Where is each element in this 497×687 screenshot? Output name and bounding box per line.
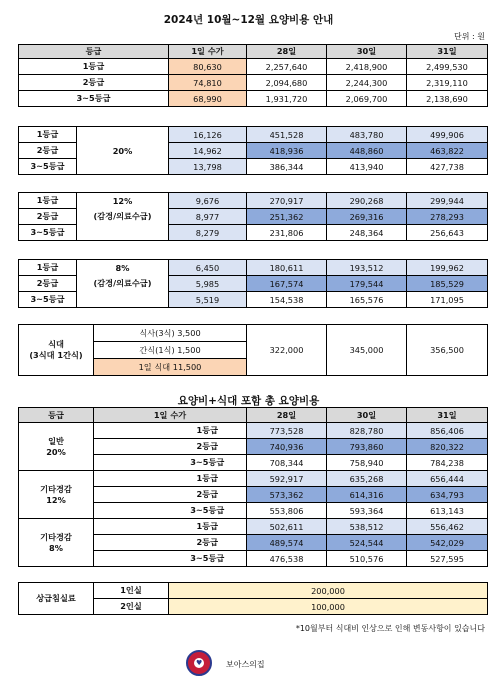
value-cell: 199,962 — [407, 260, 488, 276]
grade-cell: 1등급 — [19, 127, 77, 143]
daily-cell: 80,630 — [169, 59, 247, 75]
value-cell: 758,940 — [327, 455, 407, 471]
page-title: 2024년 10월~12월 요양비용 안내 — [163, 14, 334, 26]
meal-31days: 356,500 — [407, 325, 488, 376]
value-cell: 2,499,530 — [407, 59, 488, 75]
daily-cell: 68,990 — [169, 91, 247, 107]
copay-rate: 12% — [77, 193, 169, 209]
copay-8-table — [18, 259, 488, 308]
value-cell: 614,316 — [327, 487, 407, 503]
table-row — [19, 225, 488, 241]
value-cell: 451,528 — [247, 127, 327, 143]
value-cell: 448,860 — [327, 143, 407, 159]
total-section-title: 요양비+식대 포함 총 요양비용 — [177, 395, 320, 407]
grade-cell: 3~5등급 — [169, 551, 247, 567]
grade-cell: 3~5등급 — [169, 503, 247, 519]
value-cell: 427,738 — [407, 159, 488, 175]
spacer-cell — [94, 487, 169, 503]
copay-12-table — [18, 192, 488, 241]
value-cell: 613,143 — [407, 503, 488, 519]
value-cell: 773,528 — [247, 423, 327, 439]
value-cell: 179,544 — [327, 276, 407, 292]
spacer-cell — [94, 551, 169, 567]
value-cell: 248,364 — [327, 225, 407, 241]
value-cell: 2,244,300 — [327, 75, 407, 91]
value-cell: 476,538 — [247, 551, 327, 567]
daily-cell: 8,279 — [169, 225, 247, 241]
table-row — [19, 91, 488, 107]
value-cell: 290,268 — [327, 193, 407, 209]
grade-cell: 2등급 — [169, 535, 247, 551]
footnote: *10월부터 식대비 인상으로 인해 변동사항이 있습니다 — [295, 624, 485, 633]
value-cell: 231,806 — [247, 225, 327, 241]
value-cell: 489,574 — [247, 535, 327, 551]
grade-cell: 3~5등급 — [19, 225, 77, 241]
value-cell: 2,418,900 — [327, 59, 407, 75]
table-row — [19, 209, 488, 225]
room-price: 200,000 — [169, 583, 488, 599]
group-label — [19, 519, 94, 567]
header-daily: 1일 수가 — [169, 45, 247, 59]
header-31days: 31일 — [407, 408, 488, 423]
value-cell: 270,917 — [247, 193, 327, 209]
group-rate: 8% — [49, 543, 63, 553]
value-cell: 171,095 — [407, 292, 488, 308]
group-rate: 20% — [46, 447, 66, 457]
value-cell: 418,936 — [247, 143, 327, 159]
grade-cell: 2등급 — [19, 75, 169, 91]
value-cell: 154,538 — [247, 292, 327, 308]
group-name: 기타경감 — [40, 484, 72, 494]
total-cost-table — [18, 407, 488, 567]
value-cell: 510,576 — [327, 551, 407, 567]
header-30days: 30일 — [327, 45, 407, 59]
value-cell: 2,319,110 — [407, 75, 488, 91]
base-cost-table — [18, 44, 488, 107]
value-cell: 463,822 — [407, 143, 488, 159]
value-cell: 592,917 — [247, 471, 327, 487]
meal-sublabel: (3식대 1간식) — [29, 350, 83, 360]
header-28days: 28일 — [247, 45, 327, 59]
grade-cell: 3~5등급 — [169, 455, 247, 471]
daily-cell: 5,985 — [169, 276, 247, 292]
grade-cell: 2등급 — [19, 276, 77, 292]
group-label — [19, 471, 94, 519]
copay-blank — [77, 225, 169, 241]
header-30days: 30일 — [327, 408, 407, 423]
grade-cell: 2등급 — [169, 487, 247, 503]
copay-rate: 8% — [77, 260, 169, 276]
meal-label: 식대 — [48, 339, 64, 349]
spacer-cell — [94, 535, 169, 551]
value-cell: 2,069,700 — [327, 91, 407, 107]
grade-cell: 3~5등급 — [19, 91, 169, 107]
table-row — [19, 127, 488, 143]
table-row — [19, 260, 488, 276]
footer — [0, 650, 497, 680]
value-cell: 165,576 — [327, 292, 407, 308]
heart-icon: ♥ — [196, 659, 203, 667]
copay-blank — [77, 292, 169, 308]
value-cell: 2,257,640 — [247, 59, 327, 75]
brand-name: 보아스의집 — [226, 660, 265, 669]
copay-20-table — [18, 126, 488, 175]
grade-cell: 2등급 — [169, 439, 247, 455]
spacer-cell — [94, 471, 169, 487]
meal-28days: 322,000 — [247, 325, 327, 376]
grade-cell: 1등급 — [169, 471, 247, 487]
value-cell: 413,940 — [327, 159, 407, 175]
grade-cell: 1등급 — [19, 59, 169, 75]
table-row — [19, 292, 488, 308]
value-cell: 524,544 — [327, 535, 407, 551]
meal-line: 간식(1식) 1,500 — [94, 342, 247, 359]
table-row — [19, 276, 488, 292]
value-cell: 542,029 — [407, 535, 488, 551]
grade-cell: 3~5등급 — [19, 292, 77, 308]
meal-cost-table — [18, 324, 488, 376]
meal-line: 식사(3식) 3,500 — [94, 325, 247, 342]
copay-desc: (감경/의료수급) — [77, 276, 169, 292]
value-cell: 483,780 — [327, 127, 407, 143]
daily-cell: 74,810 — [169, 75, 247, 91]
header-31days: 31일 — [407, 45, 488, 59]
value-cell: 299,944 — [407, 193, 488, 209]
value-cell: 593,364 — [327, 503, 407, 519]
meal-daily-total: 1일 식대 11,500 — [94, 359, 247, 376]
value-cell: 740,936 — [247, 439, 327, 455]
room-label: 상급침실료 — [19, 583, 94, 615]
grade-cell: 1등급 — [169, 423, 247, 439]
value-cell: 256,643 — [407, 225, 488, 241]
spacer-cell — [94, 519, 169, 535]
daily-cell: 8,977 — [169, 209, 247, 225]
spacer-cell — [94, 439, 169, 455]
value-cell: 185,529 — [407, 276, 488, 292]
spacer-cell — [94, 423, 169, 439]
daily-cell: 16,126 — [169, 127, 247, 143]
value-cell: 499,906 — [407, 127, 488, 143]
value-cell: 527,595 — [407, 551, 488, 567]
value-cell: 502,611 — [247, 519, 327, 535]
value-cell: 278,293 — [407, 209, 488, 225]
value-cell: 708,344 — [247, 455, 327, 471]
table-row — [19, 75, 488, 91]
value-cell: 2,138,690 — [407, 91, 488, 107]
meal-label-cell — [19, 325, 94, 376]
value-cell: 856,406 — [407, 423, 488, 439]
brand-logo-icon — [186, 650, 212, 676]
daily-cell: 6,450 — [169, 260, 247, 276]
spacer-cell — [94, 455, 169, 471]
group-label — [19, 423, 94, 471]
group-rate: 12% — [46, 495, 66, 505]
room-type: 2인실 — [94, 599, 169, 615]
grade-cell: 1등급 — [19, 260, 77, 276]
value-cell: 193,512 — [327, 260, 407, 276]
value-cell: 180,611 — [247, 260, 327, 276]
value-cell: 2,094,680 — [247, 75, 327, 91]
group-name: 기타경감 — [40, 532, 72, 542]
spacer-cell — [94, 503, 169, 519]
grade-cell: 3~5등급 — [19, 159, 77, 175]
meal-30days: 345,000 — [327, 325, 407, 376]
table-row — [19, 193, 488, 209]
group-name: 일반 — [48, 436, 64, 446]
table-row — [19, 59, 488, 75]
value-cell: 251,362 — [247, 209, 327, 225]
value-cell: 634,793 — [407, 487, 488, 503]
room-price: 100,000 — [169, 599, 488, 615]
value-cell: 635,268 — [327, 471, 407, 487]
value-cell: 386,344 — [247, 159, 327, 175]
header-daily: 1일 수가 — [94, 408, 247, 423]
daily-cell: 9,676 — [169, 193, 247, 209]
room-type: 1인실 — [94, 583, 169, 599]
header-grade: 등급 — [19, 408, 94, 423]
daily-cell: 14,962 — [169, 143, 247, 159]
value-cell: 167,574 — [247, 276, 327, 292]
grade-cell: 2등급 — [19, 143, 77, 159]
value-cell: 828,780 — [327, 423, 407, 439]
value-cell: 269,316 — [327, 209, 407, 225]
copay-desc: (감경/의료수급) — [77, 209, 169, 225]
value-cell: 793,860 — [327, 439, 407, 455]
grade-cell: 2등급 — [19, 209, 77, 225]
daily-cell: 13,798 — [169, 159, 247, 175]
value-cell: 538,512 — [327, 519, 407, 535]
grade-cell: 1등급 — [19, 193, 77, 209]
value-cell: 820,322 — [407, 439, 488, 455]
grade-cell: 1등급 — [169, 519, 247, 535]
value-cell: 553,806 — [247, 503, 327, 519]
copay-rate: 20% — [77, 127, 169, 175]
table-row — [19, 471, 488, 487]
table-row — [19, 519, 488, 535]
daily-cell: 5,519 — [169, 292, 247, 308]
header-28days: 28일 — [247, 408, 327, 423]
header-grade: 등급 — [19, 45, 169, 59]
value-cell: 656,444 — [407, 471, 488, 487]
value-cell: 1,931,720 — [247, 91, 327, 107]
value-cell: 573,362 — [247, 487, 327, 503]
table-row — [19, 423, 488, 439]
value-cell: 556,462 — [407, 519, 488, 535]
unit-label: 단위 : 원 — [454, 32, 485, 41]
room-fee-table — [18, 582, 488, 615]
value-cell: 784,238 — [407, 455, 488, 471]
